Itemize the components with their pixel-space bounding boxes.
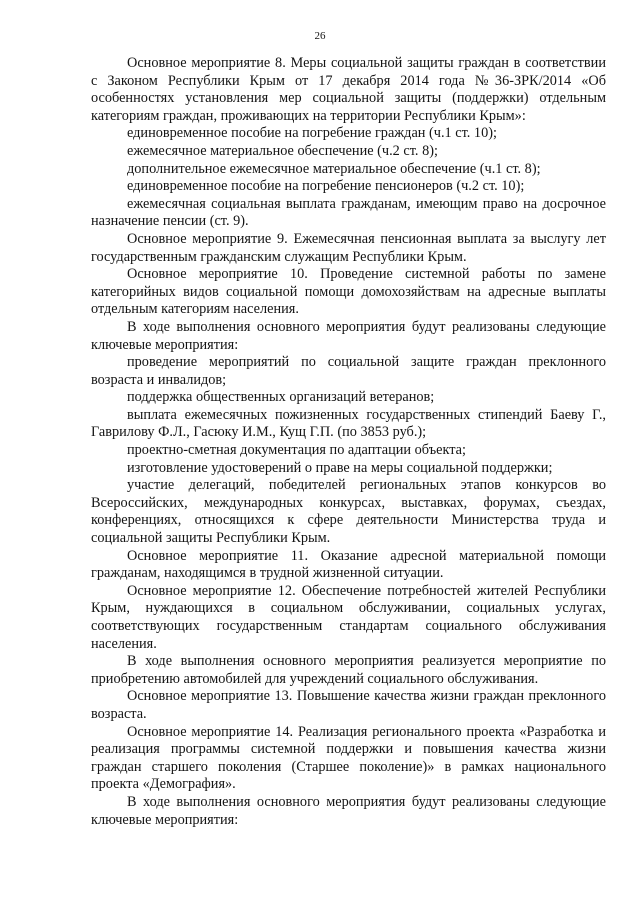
list-item: поддержка общественных организаций ветеранов; xyxy=(127,389,435,406)
paragraph-measure-14: Основное мероприятие 14. Реализация регионального проекта «Разработка и реализация программы системной поддержки и повышения качества жизни граждан старшего поколения (Старшее поколение)» в рамках национального проекта «Демография». xyxy=(91,723,606,793)
paragraph-key-activities: В ходе выполнения основного мероприятия будут реализованы следующие ключевые мероприятия: xyxy=(91,318,606,353)
paragraph-measure-13: Основное мероприятие 13. Повышение качества жизни граждан преклонного возраста. xyxy=(91,688,606,722)
page-number: 26 xyxy=(314,30,326,42)
list-item: единовременное пособие на погребение граждан (ч.1 ст. 10); xyxy=(127,125,497,142)
paragraph-measure-12: Основное мероприятие 12. Обеспечение потребностей жителей Республики Крым, нуждающихся в социальном обслуживании, социальных услугах, соответствующих государственным стандартам социального обслуживания населения. xyxy=(91,582,606,652)
list-item: проектно-сметная документация по адаптации объекта; xyxy=(127,442,466,459)
document-body xyxy=(91,55,606,829)
list-item: выплата ежемесячных пожизненных государственных стипендий Баеву Г., Гаврилову Ф.Л., Гасюку И.М., Кущ Г.П. (по 3853 руб.); xyxy=(91,406,606,441)
list-item: участие делегаций, победителей региональных этапов конкурсов во Всероссийских, международных конкурсах, выставках, форумах, съездах, конференциях, относящихся к сфере деятельности Министерства труда и социальной защиты Республики Крым. xyxy=(91,477,606,547)
list-item: ежемесячная социальная выплата гражданам, имеющим право на досрочное назначение пенсии (ст. 9). xyxy=(91,195,606,230)
paragraph-key-activities: В ходе выполнения основного мероприятия будут реализованы следующие ключевые мероприятия: xyxy=(91,793,606,828)
list-item: дополнительное ежемесячное материальное обеспечение (ч.1 ст. 8); xyxy=(127,160,541,177)
list-item: изготовление удостоверений о праве на меры социальной поддержки; xyxy=(127,459,553,476)
paragraph-measure-9: Основное мероприятие 9. Ежемесячная пенсионная выплата за выслугу лет государственным гражданским служащим Республики Крым. xyxy=(91,230,606,265)
paragraph-measure-8: Основное мероприятие 8. Меры социальной защиты граждан в соответствии с Законом Республики Крым от 17 декабря 2014 года №36-ЗРК/2014 «Об особенностях установления мер социальной защиты (поддержки) отдельным категориям граждан, проживающих на территории Республики Крым»: xyxy=(91,55,606,124)
list-item: проведение мероприятий по социальной защите граждан преклонного возраста и инвалидов; xyxy=(91,354,606,388)
paragraph-measure-12-detail: В ходе выполнения основного мероприятия реализуется мероприятие по приобретению автомобилей для учреждений социального обслуживания. xyxy=(91,653,606,687)
paragraph-measure-10: Основное мероприятие 10. Проведение системной работы по замене категорийных видов социальной помощи домохозяйствам на адресные выплаты отдельным категориям населения. xyxy=(91,266,606,318)
list-item: единовременное пособие на погребение пенсионеров (ч.2 ст. 10); xyxy=(127,178,525,195)
paragraph-measure-11: Основное мероприятие 11. Оказание адресной материальной помощи гражданам, находящимся в трудной жизненной ситуации. xyxy=(91,547,606,582)
list-item: ежемесячное материальное обеспечение (ч.2 ст. 8); xyxy=(127,142,438,159)
